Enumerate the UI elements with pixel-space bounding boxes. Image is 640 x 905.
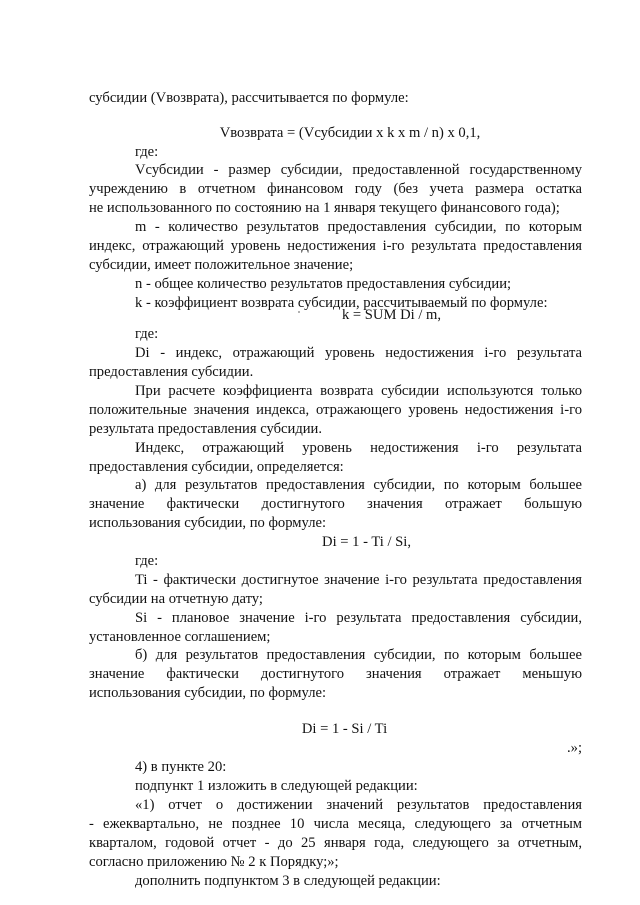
closing-quote: .»; <box>567 740 582 756</box>
text-line: б) для результатов предоставления субсидии, по которым большее <box>135 647 582 663</box>
text-line: где: <box>135 326 159 342</box>
text-line: индекс, отражающий уровень недостижения i-го результата предоставления <box>89 238 582 254</box>
text-line: субсидии на отчетную дату; <box>89 591 263 607</box>
text-line: предоставления субсидии. <box>89 364 254 380</box>
text-line: подпункт 1 изложить в следующей редакции: <box>135 778 418 794</box>
text-line: субсидии, имеет положительное значение; <box>89 257 354 273</box>
text-line: использования субсидии, по формуле: <box>89 685 327 701</box>
text-line: Di - индекс, отражающий уровень недостижения i-го результата <box>135 345 582 361</box>
text-line: Ti - фактически достигнутое значение i-го результата предоставления <box>135 572 582 588</box>
text-line: «1) отчет о достижении значений результатов предоставления <box>135 797 582 813</box>
text-line: установленное соглашением; <box>89 629 271 645</box>
text-line: k - коэффициент возврата субсидии, рассчитываемый по формуле: <box>135 295 548 311</box>
text-line: Индекс, отражающий уровень недостижения i-го результата <box>135 440 582 456</box>
text-line: учреждению в отчетном финансовом году (без учета размера остатка <box>89 181 582 197</box>
formula: Di = 1 - Ti / Si, <box>322 534 411 550</box>
text-line: Vсубсидии - размер субсидии, предоставленной государственному <box>135 162 582 178</box>
text-line: где: <box>135 553 159 569</box>
text-line: согласно приложению № 2 к Порядку;»; <box>89 854 339 870</box>
text-line: При расчете коэффициента возврата субсидии используются только <box>135 383 582 399</box>
text-line: значение фактически достигнутого значения отражает меньшую <box>89 666 582 682</box>
text-line: кварталом, годовой отчет - до 25 января года, следующего за отчетным, <box>89 835 582 851</box>
formula: Vвозврата = (Vсубсидии x k x m / n) x 0,1, <box>219 125 481 141</box>
text-line: результата предоставления субсидии. <box>89 421 323 437</box>
text-line: субсидии (Vвозврата), рассчитывается по формуле: <box>89 90 409 106</box>
text-line: m - количество результатов предоставления субсидии, по которым <box>135 219 582 235</box>
text-line: предоставления субсидии, определяется: <box>89 459 344 475</box>
text-line: 4) в пункте 20: <box>135 759 227 775</box>
text-line: - ежеквартально, не позднее 10 числа месяца, следующего за отчетным <box>89 816 582 832</box>
text-line: не использованного по состоянию на 1 января текущего финансового года); <box>89 200 560 216</box>
text-line: значение фактически достигнутого значения отражает большую <box>89 496 582 512</box>
text-line: Si - плановое значение i-го результата предоставления субсидии, <box>135 610 582 626</box>
text-line: дополнить подпунктом 3 в следующей редакции: <box>135 873 441 889</box>
text-line: положительные значения индекса, отражающего уровень недостижения i-го <box>89 402 582 418</box>
formula: k = SUM Di / m, <box>341 307 442 323</box>
text-line: использования субсидии, по формуле: <box>89 515 327 531</box>
formula: Di = 1 - Si / Ti <box>301 721 388 737</box>
text-line: а) для результатов предоставления субсидии, по которым большее <box>135 477 582 493</box>
text-line: n - общее количество результатов предоставления субсидии; <box>135 276 512 292</box>
text-line: где: <box>135 144 159 160</box>
